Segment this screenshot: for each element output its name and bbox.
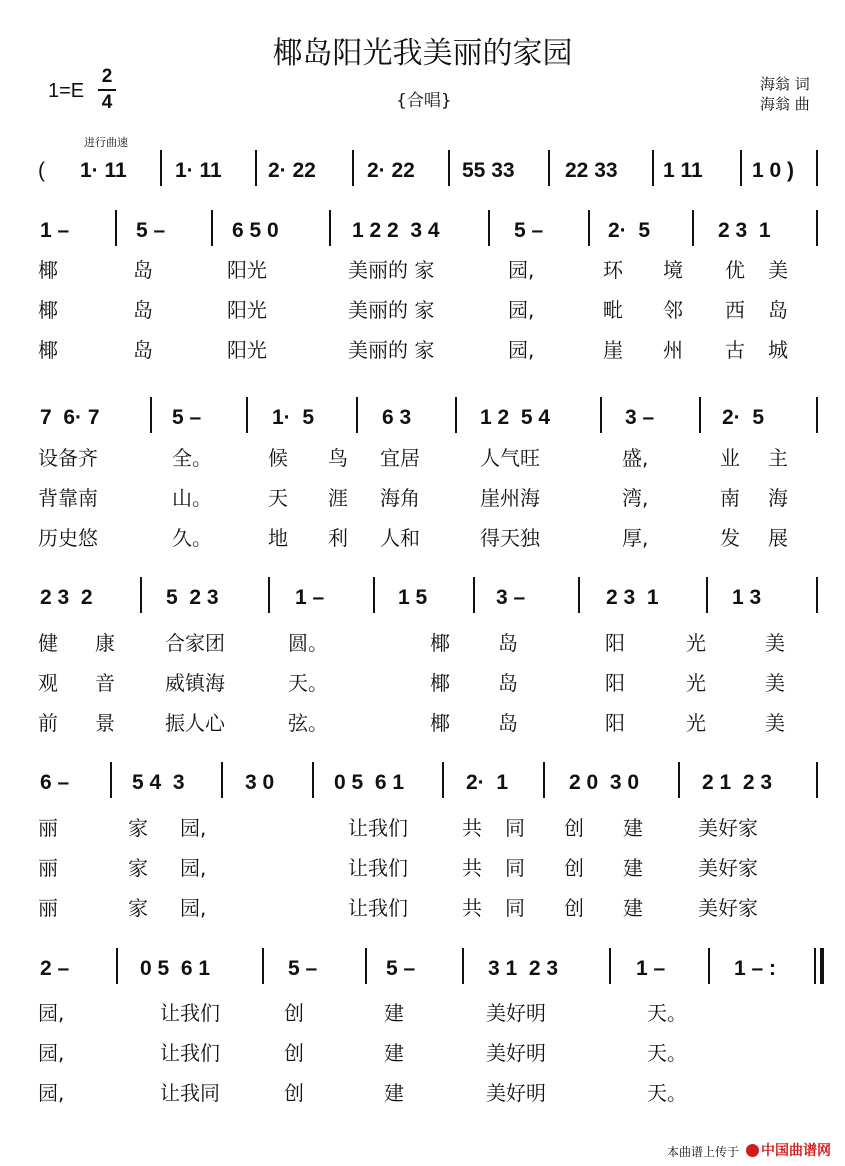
notation-measure: 1 5	[398, 586, 428, 609]
meter-top: 2	[101, 66, 113, 87]
footer-upload-text: 本曲谱上传于	[666, 1145, 739, 1159]
barline	[462, 948, 464, 984]
lyric-syllable: 海角	[380, 486, 420, 510]
repeat-barline	[820, 948, 824, 984]
lyric-syllable: 美丽的 家	[348, 258, 435, 282]
lyric-syllable: 前	[38, 711, 58, 735]
notation-measure: 2· 22	[268, 159, 316, 182]
lyric-syllable: 得天独	[480, 526, 540, 550]
lyric-line	[0, 526, 845, 566]
notation-measure: 5 4 3	[132, 771, 185, 794]
notation-measure: 3 –	[625, 406, 655, 429]
lyric-syllable: 阳光	[227, 258, 267, 282]
lyric-syllable: 美丽的 家	[348, 338, 435, 362]
notation-measure: 1 2 5 4	[480, 406, 551, 429]
barline	[448, 150, 450, 186]
lyric-syllable: 岛	[498, 671, 518, 695]
lyric-syllable: 建	[623, 816, 643, 840]
lyric-syllable: 主	[768, 446, 788, 470]
repeat-barline	[814, 948, 816, 984]
lyric-syllable: 让我们	[160, 1001, 220, 1025]
lyric-syllable: 椰	[430, 671, 450, 695]
lyric-syllable: 天	[268, 486, 288, 510]
barline	[740, 150, 742, 186]
lyric-syllable: 天。	[647, 1041, 687, 1065]
lyric-syllable: 建	[623, 856, 643, 880]
lyric-syllable: 共	[462, 816, 482, 840]
lyric-syllable: 丽	[38, 856, 58, 880]
barline	[578, 577, 580, 613]
lyric-syllable: 共	[462, 896, 482, 920]
key-signature: 1=E	[48, 80, 85, 102]
lyric-syllable: 康	[95, 631, 115, 655]
notation-measure: 2· 1	[466, 771, 509, 794]
lyric-syllable: 岛	[133, 258, 153, 282]
lyric-syllable: 创	[284, 1041, 304, 1065]
lyric-line	[0, 1081, 845, 1121]
lyric-syllable: 岛	[768, 298, 788, 322]
lyric-syllable: 园,	[38, 1041, 65, 1065]
notation-measure: 2 3 1	[718, 219, 771, 242]
lyric-syllable: 南	[720, 486, 740, 510]
barline	[140, 577, 142, 613]
lyric-syllable: 园,	[180, 816, 207, 840]
lyric-syllable: 家	[128, 896, 148, 920]
barline	[692, 210, 694, 246]
barline	[706, 577, 708, 613]
notation-measure: 3 –	[496, 586, 526, 609]
lyric-syllable: 利	[328, 526, 348, 550]
lyric-syllable: 园,	[38, 1081, 65, 1105]
barline	[373, 577, 375, 613]
lyric-syllable: 建	[384, 1081, 404, 1105]
lyric-syllable: 崖	[603, 338, 623, 362]
lyric-line	[0, 711, 845, 751]
lyric-syllable: 同	[505, 856, 525, 880]
lyric-syllable: 美	[768, 258, 788, 282]
lyric-line	[0, 816, 845, 856]
lyric-syllable: 共	[462, 856, 482, 880]
lyric-syllable: 美好家	[698, 816, 758, 840]
notation-measure: 5 –	[288, 957, 318, 980]
lyric-syllable: 让我们	[348, 896, 408, 920]
barline	[352, 150, 354, 186]
notation-measure: 22 33	[565, 159, 618, 182]
barline	[816, 397, 818, 433]
lyric-syllable: 湾,	[622, 486, 649, 510]
lyric-syllable: 创	[284, 1001, 304, 1025]
barline	[255, 150, 257, 186]
lyric-syllable: 历史悠	[38, 526, 98, 550]
notation-measure: 1 –	[636, 957, 666, 980]
barline	[116, 948, 118, 984]
lyric-syllable: 海	[768, 486, 788, 510]
lyric-syllable: 阳	[605, 671, 625, 695]
lyric-line	[0, 671, 845, 711]
lyric-syllable: 设备齐	[38, 446, 98, 470]
lyric-syllable: 美好家	[698, 896, 758, 920]
notation-measure: 1· 11	[80, 159, 127, 182]
lyric-syllable: 优	[725, 258, 745, 282]
notation-measure: 2 –	[40, 957, 70, 980]
notation-measure: 6 3	[382, 406, 412, 429]
barline	[678, 762, 680, 798]
notation-measure: 1· 5	[272, 406, 315, 429]
notation-measure: 0 5 6 1	[334, 771, 405, 794]
lyric-syllable: 建	[623, 896, 643, 920]
barline	[816, 210, 818, 246]
notation-measure: 3 0	[245, 771, 275, 794]
lyric-syllable: 建	[384, 1001, 404, 1025]
notation-row	[0, 573, 845, 623]
notation-measure: 2· 5	[722, 406, 765, 429]
lyric-syllable: 阳光	[227, 338, 267, 362]
barline	[150, 397, 152, 433]
lyric-line	[0, 486, 845, 526]
lyric-syllable: 天。	[647, 1001, 687, 1025]
barline	[246, 397, 248, 433]
lyric-line	[0, 896, 845, 936]
lyric-line	[0, 631, 845, 671]
lyric-line	[0, 446, 845, 486]
barline	[816, 762, 818, 798]
notation-measure: 1 2 2 3 4	[352, 219, 440, 242]
lyric-syllable: 创	[564, 816, 584, 840]
lyric-syllable: 园,	[38, 1001, 65, 1025]
lyric-line	[0, 258, 845, 298]
lyric-syllable: 光	[686, 671, 706, 695]
lyric-line	[0, 856, 845, 896]
lyric-syllable: 美好家	[698, 856, 758, 880]
lyric-syllable: 让我同	[160, 1081, 220, 1105]
lyric-syllable: 健	[38, 631, 58, 655]
lyric-syllable: 天。	[647, 1081, 687, 1105]
barline	[543, 762, 545, 798]
notation-measure: 7 6· 7	[40, 406, 100, 429]
lyric-syllable: 美	[765, 711, 785, 735]
lyric-syllable: 毗	[603, 298, 623, 322]
barline	[600, 397, 602, 433]
notation-measure: 1 0 )	[752, 159, 795, 182]
lyricist-credit: 海翁 词	[760, 75, 810, 93]
notation-measure: 5 –	[514, 219, 544, 242]
notation-measure: 6 –	[40, 771, 70, 794]
lyric-syllable: 椰	[430, 711, 450, 735]
lyric-syllable: 邻	[663, 298, 683, 322]
credits	[760, 74, 810, 114]
notation-measure: 0 5 6 1	[140, 957, 211, 980]
lyric-syllable: 同	[505, 896, 525, 920]
lyric-syllable: 岛	[498, 631, 518, 655]
barline	[473, 577, 475, 613]
lyric-syllable: 振人心	[165, 711, 225, 735]
lyric-syllable: 人和	[380, 526, 420, 550]
lyric-syllable: 合家团	[165, 631, 225, 655]
notation-measure: 5 –	[136, 219, 166, 242]
lyric-syllable: 发	[720, 526, 740, 550]
lyric-syllable: 阳光	[227, 298, 267, 322]
notation-measure: 6 5 0	[232, 219, 279, 242]
lyric-line	[0, 338, 845, 378]
lyric-syllable: 家	[128, 856, 148, 880]
lyric-syllable: 弦。	[288, 711, 328, 735]
barline	[221, 762, 223, 798]
barline	[548, 150, 550, 186]
lyric-syllable: 园,	[180, 896, 207, 920]
lyric-syllable: 境	[663, 258, 683, 282]
notation-row	[0, 206, 845, 256]
lyric-syllable: 让我们	[160, 1041, 220, 1065]
notation-measure: 5 2 3	[166, 586, 219, 609]
lyric-syllable: 美	[765, 671, 785, 695]
lyric-syllable: 天。	[288, 671, 328, 695]
lyric-syllable: 椰	[430, 631, 450, 655]
barline	[356, 397, 358, 433]
lyric-syllable: 园,	[508, 338, 535, 362]
barline	[211, 210, 213, 246]
lyric-line	[0, 1001, 845, 1041]
notation-row	[0, 758, 845, 808]
lyric-syllable: 音	[95, 671, 115, 695]
lyric-syllable: 光	[686, 711, 706, 735]
lyric-syllable: 州	[663, 338, 683, 362]
lyric-syllable: 丽	[38, 896, 58, 920]
site-logo-text: 中国曲谱网	[761, 1143, 831, 1159]
voice-label: {合唱}	[396, 91, 452, 111]
lyric-syllable: 岛	[133, 338, 153, 362]
lyric-syllable: 创	[564, 856, 584, 880]
barline	[442, 762, 444, 798]
lyric-syllable: 久。	[172, 526, 212, 550]
lyric-syllable: 让我们	[348, 856, 408, 880]
lyric-syllable: 椰	[38, 298, 58, 322]
lyric-syllable: 古	[725, 338, 745, 362]
lyric-syllable: 人气旺	[480, 446, 540, 470]
lyric-syllable: 同	[505, 816, 525, 840]
barline	[160, 150, 162, 186]
lyric-syllable: 美好明	[486, 1001, 546, 1025]
lyric-syllable: 创	[284, 1081, 304, 1105]
lyric-syllable: 厚,	[622, 526, 649, 550]
lyric-syllable: 建	[384, 1041, 404, 1065]
lyric-syllable: 园,	[180, 856, 207, 880]
lyric-syllable: 美好明	[486, 1041, 546, 1065]
barline	[268, 577, 270, 613]
lyric-syllable: 家	[128, 816, 148, 840]
lyric-syllable: 候	[268, 446, 288, 470]
barline	[115, 210, 117, 246]
meter-bottom: 4	[101, 91, 113, 113]
barline	[588, 210, 590, 246]
notation-measure: 1 3	[732, 586, 762, 609]
lyric-syllable: 观	[38, 671, 58, 695]
lyric-line	[0, 1041, 845, 1081]
lyric-syllable: 美丽的 家	[348, 298, 435, 322]
notation-measure: 2 0 3 0	[569, 771, 640, 794]
lyric-line	[0, 298, 845, 338]
lyric-syllable: 展	[768, 526, 788, 550]
barline	[312, 762, 314, 798]
lyric-syllable: 圆。	[288, 631, 328, 655]
lyric-syllable: 岛	[498, 711, 518, 735]
lyric-syllable: 威镇海	[165, 671, 225, 695]
barline	[816, 150, 818, 186]
notation-measure: 1 –	[40, 219, 70, 242]
lyric-syllable: 美好明	[486, 1081, 546, 1105]
barline	[455, 397, 457, 433]
lyric-syllable: 环	[603, 258, 623, 282]
composer-credit: 海翁 曲	[760, 95, 810, 113]
notation-measure: 1· 11	[175, 159, 222, 182]
notation-measure: 5 –	[172, 406, 202, 429]
notation-row	[0, 393, 845, 443]
site-logo-icon	[746, 1144, 759, 1157]
meter-divider	[98, 89, 116, 91]
barline	[816, 577, 818, 613]
lyric-syllable: 美	[765, 631, 785, 655]
barline	[110, 762, 112, 798]
lyric-syllable: 椰	[38, 338, 58, 362]
lyric-syllable: 阳	[605, 631, 625, 655]
lyric-syllable: 创	[564, 896, 584, 920]
lyric-syllable: 山。	[172, 486, 212, 510]
barline	[609, 948, 611, 984]
lyric-syllable: 涯	[328, 486, 348, 510]
site-logo	[746, 1140, 831, 1160]
notation-measure: 55 33	[462, 159, 515, 182]
barline	[488, 210, 490, 246]
barline	[708, 948, 710, 984]
barline	[262, 948, 264, 984]
lyric-syllable: 业	[720, 446, 740, 470]
lyric-syllable: 阳	[605, 711, 625, 735]
lyric-syllable: 西	[725, 298, 745, 322]
barline	[699, 397, 701, 433]
lyric-syllable: 崖州海	[480, 486, 540, 510]
notation-measure: 1 –	[295, 586, 325, 609]
lyric-syllable: 城	[768, 338, 788, 362]
notation-measure: (	[38, 159, 45, 182]
barline	[652, 150, 654, 186]
barline	[329, 210, 331, 246]
notation-measure: 1 – :	[734, 957, 777, 980]
lyric-syllable: 地	[268, 526, 288, 550]
notation-measure: 1 11	[663, 159, 703, 182]
lyric-syllable: 宜居	[380, 446, 420, 470]
lyric-syllable: 椰	[38, 258, 58, 282]
notation-measure: 2· 5	[608, 219, 651, 242]
notation-measure: 5 –	[386, 957, 416, 980]
notation-measure: 2 1 2 3	[702, 771, 773, 794]
barline	[365, 948, 367, 984]
lyric-syllable: 鸟	[328, 446, 348, 470]
notation-measure: 3 1 2 3	[488, 957, 559, 980]
page-title: 椰岛阳光我美丽的家园	[272, 36, 573, 71]
lyric-syllable: 园,	[508, 258, 535, 282]
notation-row	[0, 944, 845, 994]
lyric-syllable: 背靠南	[38, 486, 98, 510]
lyric-syllable: 丽	[38, 816, 58, 840]
notation-measure: 2 3 2	[40, 586, 93, 609]
notation-measure: 2 3 1	[606, 586, 659, 609]
lyric-syllable: 园,	[508, 298, 535, 322]
lyric-syllable: 岛	[133, 298, 153, 322]
notation-row	[0, 146, 845, 196]
lyric-syllable: 盛,	[622, 446, 649, 470]
notation-measure: 2· 22	[367, 159, 415, 182]
lyric-syllable: 让我们	[348, 816, 408, 840]
lyric-syllable: 全。	[172, 446, 212, 470]
lyric-syllable: 光	[686, 631, 706, 655]
tempo-marking: 进行曲速	[84, 136, 128, 149]
time-signature	[98, 66, 116, 114]
lyric-syllable: 景	[95, 711, 115, 735]
